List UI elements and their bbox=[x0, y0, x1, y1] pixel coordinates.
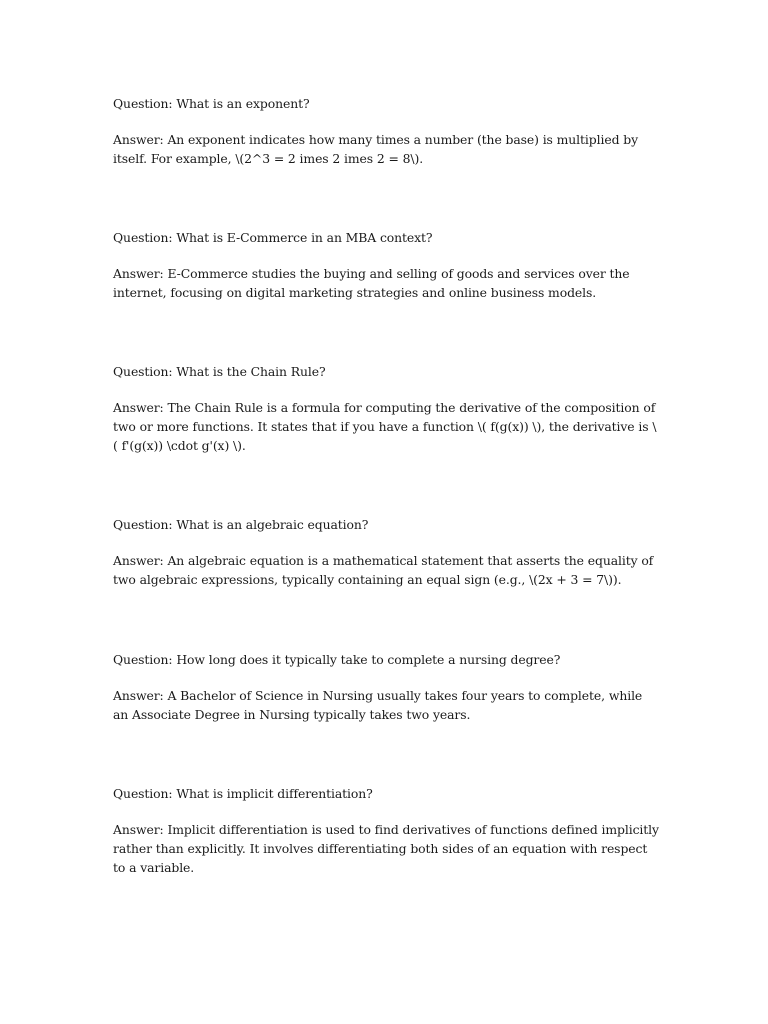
qa-item-exponent bbox=[113, 94, 661, 168]
answer-text: Answer: The Chain Rule is a formula for computing the derivative of the composition of two or more functions. It states that if you have a function \( f(g(x)) \), the derivative is \( f'(g(x)) \cdot g'(x) \). bbox=[113, 400, 657, 453]
question-text: Question: What is E-Commerce in an MBA context? bbox=[113, 230, 433, 245]
qa-item-implicit-differentiation bbox=[113, 784, 661, 877]
qa-item-ecommerce bbox=[113, 228, 661, 302]
qa-item-nursing-degree bbox=[113, 650, 661, 724]
question-text: Question: What is implicit differentiation? bbox=[113, 786, 373, 801]
answer-text: Answer: A Bachelor of Science in Nursing usually takes four years to complete, while an Associate Degree in Nursing typically takes two years. bbox=[113, 688, 643, 722]
qa-item-algebraic-equation bbox=[113, 515, 661, 589]
answer-text: Answer: An exponent indicates how many times a number (the base) is multiplied by itself. For example, \(2^3 = 2 imes 2 imes 2 = 8\). bbox=[113, 132, 638, 166]
answer-text: Answer: Implicit differentiation is used to find derivatives of functions defined implicitly rather than explicitly. It involves differentiating both sides of an equation with respect to a variable. bbox=[113, 822, 659, 875]
qa-item-chain-rule bbox=[113, 362, 661, 455]
question-text: Question: How long does it typically take to complete a nursing degree? bbox=[113, 652, 561, 667]
question-text: Question: What is an algebraic equation? bbox=[113, 517, 369, 532]
answer-text: Answer: E-Commerce studies the buying and selling of goods and services over the internet, focusing on digital marketing strategies and online business models. bbox=[113, 266, 630, 300]
question-text: Question: What is the Chain Rule? bbox=[113, 364, 326, 379]
answer-text: Answer: An algebraic equation is a mathematical statement that asserts the equality of two algebraic expressions, typically containing an equal sign (e.g., \(2x + 3 = 7\)). bbox=[113, 553, 654, 587]
question-text: Question: What is an exponent? bbox=[113, 96, 310, 111]
